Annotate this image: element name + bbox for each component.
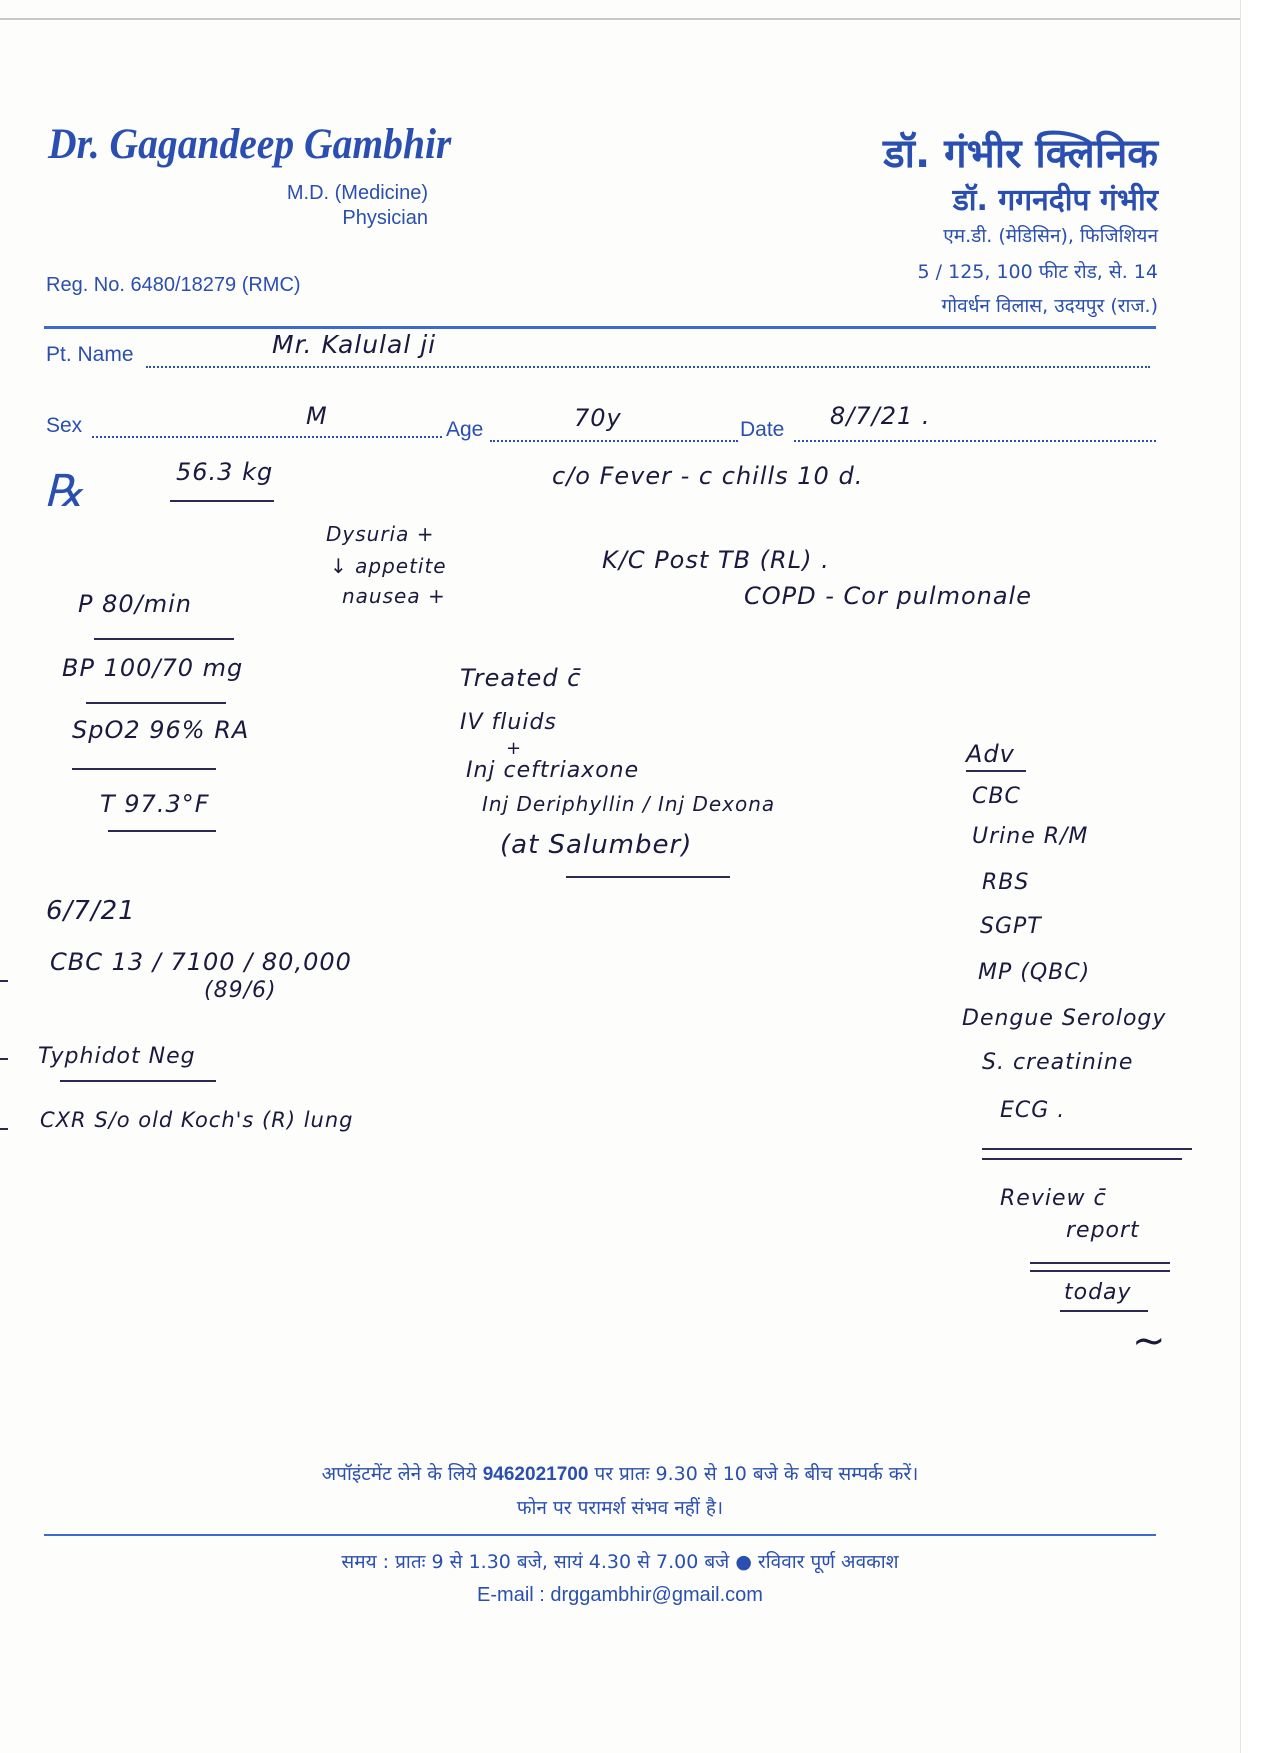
report-cxr: CXR S/o old Koch's (R) lung: [40, 1108, 354, 1132]
address-line2-hindi: गोवर्धन विलास, उदयपुर (राज.): [941, 295, 1158, 317]
symptom-3: nausea +: [342, 584, 446, 608]
report-cbc: CBC 13 / 7100 / 80,000: [50, 948, 352, 976]
pt-name-label: Pt. Name: [46, 343, 134, 366]
advice-item-5: MP (QBC): [978, 960, 1091, 985]
review-today-underline: [1060, 1310, 1148, 1312]
address-line1-hindi: 5 / 125, 100 फीट रोड, से. 14: [917, 261, 1158, 283]
reports-date: 6/7/21: [46, 896, 136, 926]
vital-temp-underline: [108, 830, 216, 832]
sex-value: M: [306, 402, 328, 430]
treatment-line-1: Treated c̄: [460, 664, 582, 692]
title-english: Physician: [342, 207, 428, 229]
treatment-line-4: Inj Deriphyllin / Inj Dexona: [482, 792, 776, 816]
chief-complaint: c/o Fever - c chills 10 d.: [552, 462, 864, 490]
age-label: Age: [446, 418, 484, 441]
vital-bp: BP 100/70 mg: [62, 654, 244, 682]
vital-temp: T 97.3°F: [100, 790, 210, 818]
weight-underline: [170, 500, 274, 502]
header-divider: [44, 326, 1156, 329]
advice-item-1: CBC: [972, 784, 1021, 809]
report-typhidot-underline: [60, 1080, 216, 1082]
footer-appointment-pre: अपॉइंटमेंट लेने के लिये: [321, 1463, 483, 1485]
report-bullet-3: [0, 1128, 8, 1130]
advice-underline-2: [982, 1158, 1182, 1160]
footer-divider: [44, 1534, 1156, 1536]
review-underline-2: [1030, 1270, 1170, 1272]
report-bullet-1: [0, 980, 8, 982]
review-underline-1: [1030, 1262, 1170, 1264]
advice-underline-1: [982, 1148, 1192, 1150]
treatment-line-5: (at Salumber): [500, 830, 693, 860]
vital-bp-underline: [86, 702, 226, 704]
treatment-underline: [566, 876, 730, 878]
footer-appointment-post: पर प्रातः 9.30 से 10 बजे के बीच सम्पर्क करें।: [588, 1463, 919, 1485]
advice-item-7: S. creatinine: [982, 1050, 1134, 1075]
review-line-1: Review c̄: [1000, 1186, 1107, 1211]
vital-spo2: SpO2 96% RA: [72, 716, 250, 744]
symptom-1: Dysuria +: [326, 522, 435, 546]
advice-item-3: RBS: [982, 870, 1030, 895]
doctor-name-english: Dr. Gagandeep Gambhir: [48, 121, 452, 168]
symptom-2: ↓ appetite: [330, 554, 447, 578]
footer-no-phone-consult: फोन पर परामर्श संभव नहीं है।: [516, 1497, 724, 1519]
vital-pulse-underline: [94, 638, 234, 640]
age-dotted-line: [490, 440, 738, 442]
weight: 56.3 kg: [176, 458, 274, 486]
age-value: 70y: [574, 404, 622, 432]
footer-email[interactable]: E-mail : drggambhir@gmail.com: [477, 1584, 763, 1606]
footer-timing: समय : प्रातः 9 से 1.30 बजे, सायं 4.30 से 7.00 बजे ● रविवार पूर्ण अवकाश: [341, 1551, 899, 1573]
advice-item-8: ECG .: [1000, 1098, 1066, 1123]
footer-appointment-line: [0, 1460, 1240, 1486]
degree-english: M.D. (Medicine): [286, 182, 428, 204]
date-dotted-line: [794, 440, 1156, 442]
pt-name-dotted-line: [146, 366, 1150, 368]
signature: ~: [1132, 1318, 1167, 1364]
advice-item-4: SGPT: [980, 914, 1042, 939]
review-line-2: report: [1066, 1218, 1140, 1243]
sex-dotted-line: [92, 436, 442, 438]
date-value: 8/7/21 .: [830, 402, 931, 430]
pt-name-value: Mr. Kalulal ji: [272, 330, 437, 359]
history-line-2: COPD - Cor pulmonale: [744, 582, 1032, 610]
report-cbc-differential: (89/6): [204, 978, 277, 1003]
vital-spo2-underline: [72, 768, 216, 770]
advice-title: Adv: [966, 740, 1015, 768]
degree-hindi: एम.डी. (मेडिसिन), फिजिशियन: [943, 225, 1158, 247]
page-top-edge: [0, 18, 1240, 20]
advice-item-6: Dengue Serology: [962, 1006, 1167, 1031]
rx-symbol: ℞: [44, 467, 84, 516]
treatment-line-3: Inj ceftriaxone: [466, 758, 640, 783]
report-bullet-2: [0, 1058, 8, 1060]
report-typhidot: Typhidot Neg: [38, 1044, 196, 1069]
registration-number: Reg. No. 6480/18279 (RMC): [46, 274, 301, 296]
history-line-1: K/C Post TB (RL) .: [602, 546, 830, 574]
advice-item-2: Urine R/M: [972, 824, 1089, 849]
sex-label: Sex: [46, 414, 83, 437]
footer-phone-number: 9462021700: [482, 1464, 589, 1485]
review-line-3: today: [1064, 1280, 1132, 1305]
treatment-plus: +: [506, 738, 523, 759]
treatment-line-2: IV fluids: [460, 710, 557, 735]
advice-title-underline: [966, 770, 1026, 772]
vital-pulse: P 80/min: [78, 590, 192, 618]
clinic-name-hindi: डॉ. गंभीर क्लिनिक: [883, 131, 1158, 177]
doctor-name-hindi: डॉ. गगनदीप गंभीर: [952, 183, 1158, 218]
date-label: Date: [740, 418, 785, 441]
